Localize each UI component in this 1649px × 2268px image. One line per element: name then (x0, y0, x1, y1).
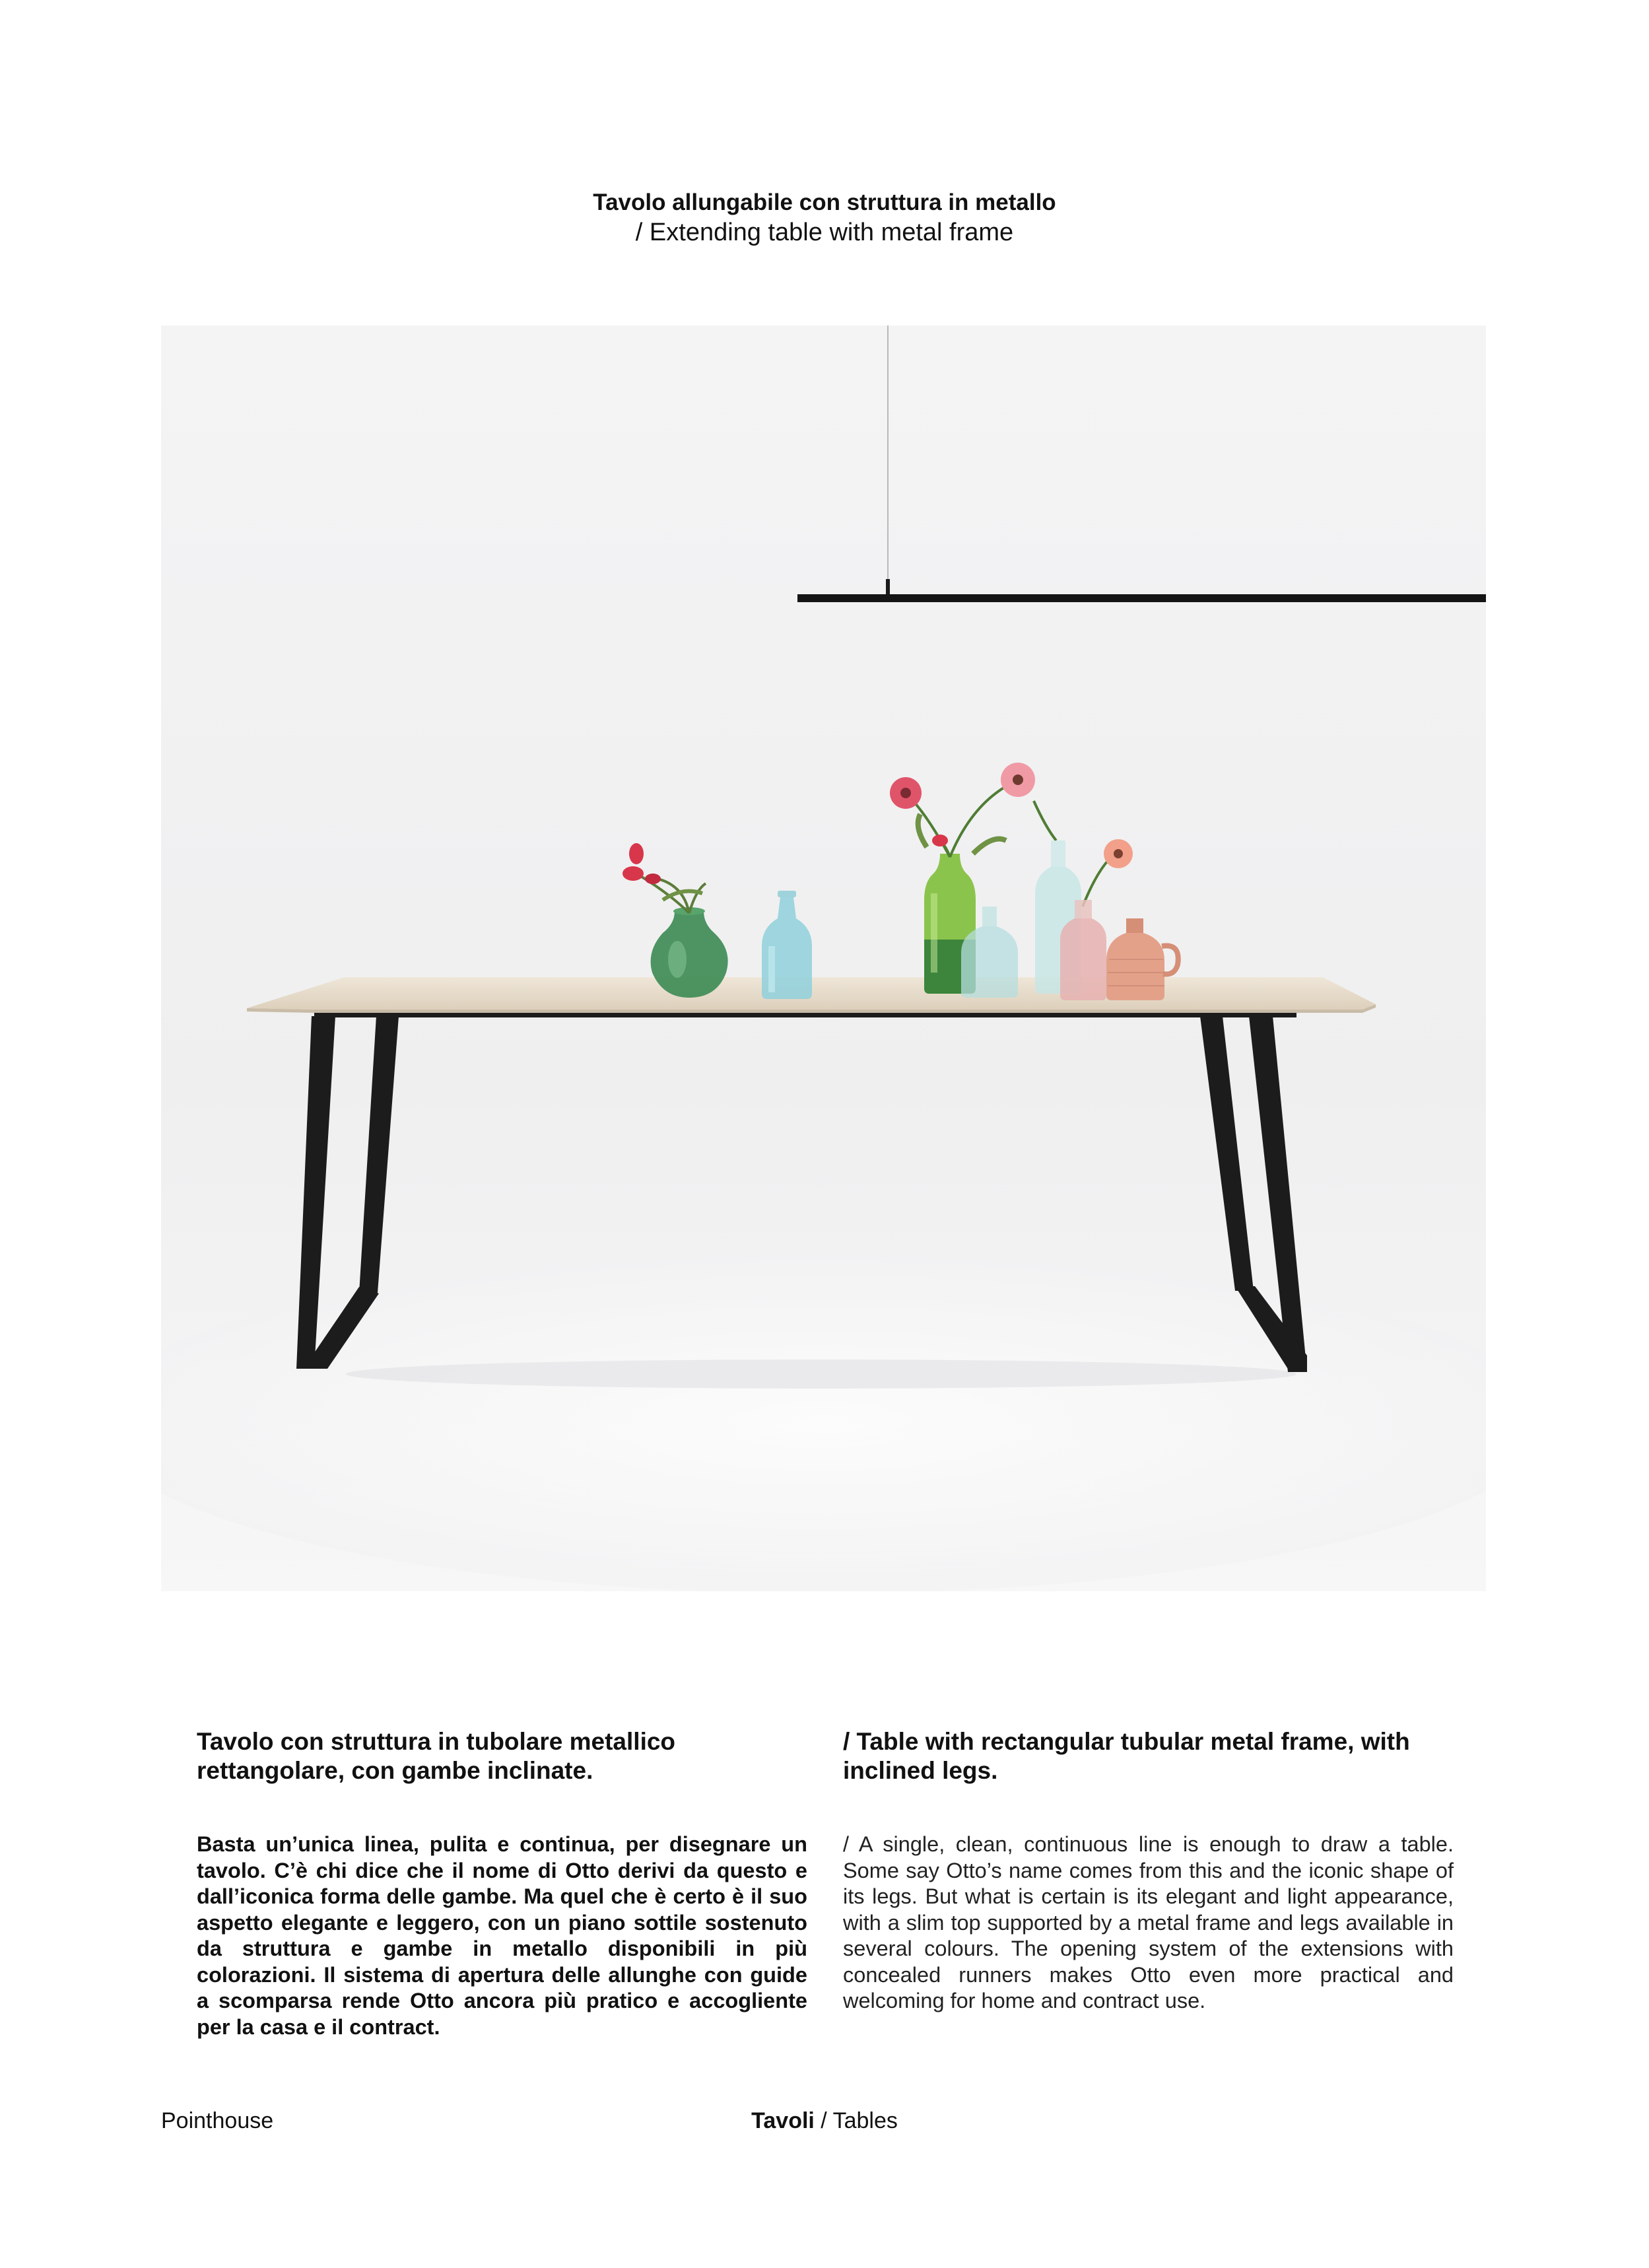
page-title (0, 188, 1649, 248)
product-photo (161, 326, 1486, 1591)
footer-section-english: / Tables (814, 2108, 898, 2133)
table-illustration (161, 326, 1486, 1591)
title-italian: Tavolo allungabile con struttura in metallo (593, 189, 1056, 215)
pendant-lamp-bar (797, 594, 1486, 602)
footer-section-italian: Tavoli (751, 2108, 815, 2133)
description-italian (197, 1727, 807, 2040)
description-heading-english: / Table with rectangular tubular metal frame, with inclined legs. (843, 1728, 1410, 1784)
table-shadow (346, 1359, 1296, 1389)
description-heading-italian: Tavolo con struttura in tubolare metallico rettangolare, con gambe inclinate. (197, 1728, 676, 1784)
description-body-italian: Basta un’unica linea, pulita e continua, per disegnare un tavolo. C’è chi dice che il nome di Otto derivi da questo e dall’iconica forma delle gambe. Ma quel che è certo è il suo aspetto elegante e leggero, con un piano sottile sostenuto da struttura e gambe in metallo disponibili in più colorazioni. Il sistema di apertura delle allunghe con guide a scomparsa rende Otto ancora più pratico e accogliente per la casa e il contract. (197, 1832, 807, 2039)
footer-brand: Pointhouse (161, 2108, 274, 2133)
description-english (843, 1727, 1454, 2014)
footer-section (0, 2108, 1649, 2134)
description-body-english: / A single, clean, continuous line is enough to draw a table. Some say Otto’s name comes from this and the iconic shape of its legs. But what is certain is its elegant and light appearance, with a slim top supported by a metal frame and legs available in several colours. The opening system of the extensions with concealed runners makes Otto even more practical and welcoming for home and contract use. (843, 1832, 1454, 2012)
title-english: / Extending table with metal frame (635, 219, 1014, 246)
